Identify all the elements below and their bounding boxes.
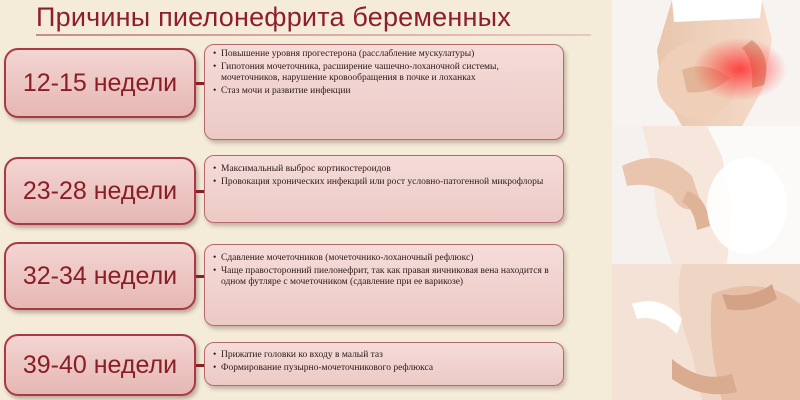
- causes-box: [204, 342, 564, 386]
- cause-item: • Чаще правосторонний пиелонефрит, так как правая яичниковая вена находится в одном футляре с мочеточником (сдавление при ее варикозе): [213, 266, 555, 288]
- period-label: 23-28 недели: [4, 157, 196, 225]
- causes-box: [204, 244, 564, 326]
- stage-row-1: [0, 44, 610, 140]
- stage-row-4: [0, 334, 610, 396]
- causes-box: [204, 44, 564, 140]
- cause-item: • Провокация хронических инфекций или рост условно-патогенной микрофлоры: [213, 177, 555, 188]
- title-underline: [36, 34, 591, 36]
- causes-box: [204, 155, 564, 223]
- cause-item: • Сдавление мочеточников (мочеточнико-лоханочный рефлюкс): [213, 253, 555, 264]
- pregnant-woman-photo-1: [612, 0, 800, 126]
- photo-column: [612, 0, 800, 400]
- pregnant-woman-photo-3: [612, 264, 800, 400]
- stage-row-2: [0, 155, 610, 225]
- period-label: 12-15 недели: [4, 48, 196, 118]
- period-label: 39-40 недели: [4, 334, 196, 396]
- period-label: 32-34 недели: [4, 242, 196, 310]
- cause-item: • Гипотония мочеточника, расширение чашечно-лоханочной системы, мочеточников, нарушение кровообращения в почке и лоханках: [213, 62, 555, 84]
- cause-item: • Формирование пузырно-мочеточникового рефлюкса: [213, 363, 555, 374]
- cause-item: • Максимальный выброс кортикостероидов: [213, 164, 555, 175]
- pregnant-woman-photo-2: [612, 126, 800, 264]
- cause-item: • Стаз мочи и развитие инфекции: [213, 86, 555, 97]
- cause-item: • Повышение уровня прогестерона (расслабление мускулатуры): [213, 49, 555, 60]
- cause-item: • Прижатие головки ко входу в малый таз: [213, 350, 555, 361]
- page-title: Причины пиелонефрита беременных: [36, 2, 511, 32]
- stage-row-3: [0, 240, 610, 326]
